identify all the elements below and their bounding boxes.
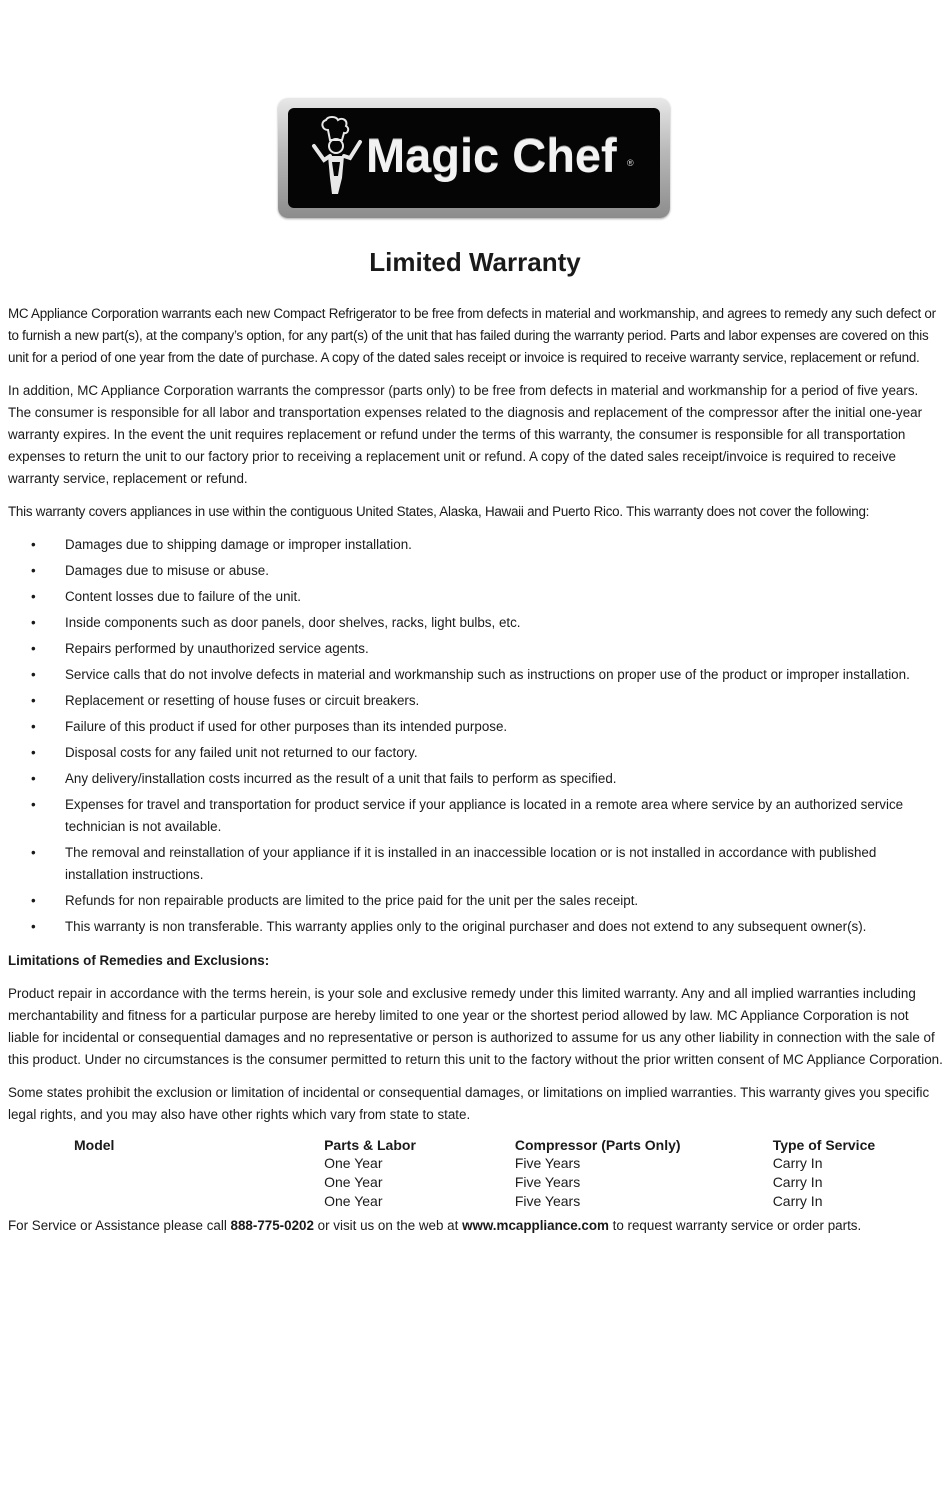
limitations-paragraph-1: Product repair in accordance with the terms herein, is your sole and exclusive remedy under this limited warranty. Any and all implied warranties including merchantability and fitness for a particular purpose are hereby limited to one year or the shortest period allowed by law. MC Appliance Corporation is not liable for incidental or consequential damages and no representative or person is authorized to assume for us any other liability in connection with the sale of this product. Under no circumstances is the consumer permitted to return this unit to the factory without the prior written consent of MC Appliance Corporation. bbox=[8, 986, 943, 1067]
brand-logo bbox=[278, 98, 670, 218]
chef-mascot-icon bbox=[308, 116, 368, 200]
exclusion-text: Failure of this product if used for other purposes than its intended purpose. bbox=[65, 719, 508, 734]
bullet-icon: • bbox=[31, 641, 36, 656]
warranty-paragraph-1: MC Appliance Corporation warrants each new Compact Refrigerator to be free from defects in material and workmanship, and agrees to remedy any such defect or to furnish a new part(s), at the company’s option, for any part(s) of the unit that has failed during the warranty period. Parts and labor expenses are covered on this unit for a period of one year from the date of purchase. A copy of the dated sales receipt or invoice is required to receive warranty service, replacement or refund. bbox=[8, 306, 936, 365]
limitations-paragraph-2: Some states prohibit the exclusion or limitation of incidental or consequential damages, or limitations on implied warranties. This warranty gives you specific legal rights, and you may also have other rights which vary from state to state. bbox=[8, 1085, 930, 1122]
bullet-icon: • bbox=[31, 615, 36, 630]
bullet-icon: • bbox=[31, 893, 36, 908]
exclusion-text: The removal and reinstallation of your appliance if it is installed in an inaccessible location or is not installed in accordance with published installation instructions. bbox=[65, 845, 877, 882]
list-item bbox=[8, 716, 943, 738]
limitations-heading: Limitations of Remedies and Exclusions: bbox=[8, 953, 270, 968]
parts-labor-cell: One Year bbox=[324, 1155, 383, 1171]
service-middle: or visit us on the web at bbox=[313, 1218, 463, 1233]
exclusion-text: Damages due to shipping damage or improper installation. bbox=[65, 537, 412, 552]
column-header-model: Model bbox=[74, 1137, 115, 1153]
exclusion-text: Disposal costs for any failed unit not returned to our factory. bbox=[65, 745, 418, 760]
bullet-icon: • bbox=[31, 771, 36, 786]
bullet-icon: • bbox=[31, 667, 36, 682]
list-item bbox=[8, 560, 943, 582]
column-header-compressor: Compressor (Parts Only) bbox=[514, 1137, 681, 1153]
parts-labor-cell: One Year bbox=[324, 1174, 383, 1190]
exclusion-text: Refunds for non repairable products are limited to the price paid for the unit per the sales receipt. bbox=[65, 893, 639, 908]
logo-wordmark: Magic Chef bbox=[366, 129, 617, 182]
bullet-icon: • bbox=[31, 797, 36, 812]
compressor-cell: Five Years bbox=[514, 1193, 581, 1209]
warranty-table-body bbox=[8, 1154, 943, 1211]
list-item bbox=[8, 638, 943, 660]
warranty-paragraph-2: In addition, MC Appliance Corporation warrants the compressor (parts only) to be free from defects in material and workmanship for a period of five years. The consumer is responsible for all labor and transportation expenses related to the diagnosis and replacement of the compressor after the initial one-year warranty expires. In the event the unit requires replacement or refund under the terms of this warranty, the consumer is responsible for all transportation expenses to return the unit to our factory prior to receiving a replacement unit or refund. A copy of the dated sales receipt/invoice is required to receive warranty service, replacement or refund. bbox=[8, 383, 923, 486]
bullet-icon: • bbox=[31, 563, 36, 578]
service-phone: 888-775-0202 bbox=[230, 1218, 314, 1233]
list-item bbox=[8, 768, 943, 790]
exclusion-text: Damages due to misuse or abuse. bbox=[65, 563, 269, 578]
exclusion-text: This warranty is non transferable. This warranty applies only to the original purchaser and does not extend to any subsequent owner(s). bbox=[65, 919, 867, 934]
list-item bbox=[8, 890, 943, 912]
column-header-parts-labor: Parts & Labor bbox=[324, 1137, 416, 1153]
column-header-service-type: Type of Service bbox=[772, 1137, 876, 1153]
exclusion-text: Service calls that do not involve defects in material and workmanship such as instructions on proper use of the product or improper installation. bbox=[65, 667, 910, 682]
list-item bbox=[8, 742, 943, 764]
service-prefix: For Service or Assistance please call bbox=[8, 1218, 231, 1233]
list-item bbox=[8, 586, 943, 608]
registered-mark: ® bbox=[627, 158, 634, 168]
service-website: www.mcappliance.com bbox=[462, 1218, 609, 1233]
compressor-cell: Five Years bbox=[514, 1174, 581, 1190]
list-item bbox=[8, 842, 943, 886]
list-item bbox=[8, 534, 943, 556]
coverage-paragraph: This warranty covers appliances in use within the contiguous United States, Alaska, Hawaii and Puerto Rico. This warranty does not cover the following: bbox=[8, 504, 870, 519]
exclusion-text: Expenses for travel and transportation for product service if your appliance is located in a remote area where service by an authorized service technician is not available. bbox=[65, 797, 904, 834]
model-cell bbox=[8, 1192, 324, 1211]
table-row bbox=[8, 1192, 943, 1211]
bullet-icon: • bbox=[31, 719, 36, 734]
service-type-cell: Carry In bbox=[772, 1155, 823, 1171]
exclusion-text: Any delivery/installation costs incurred as the result of a unit that fails to perform as specified. bbox=[65, 771, 617, 786]
exclusions-list bbox=[8, 534, 943, 938]
compressor-cell: Five Years bbox=[514, 1155, 581, 1171]
exclusion-text: Repairs performed by unauthorized service agents. bbox=[65, 641, 369, 656]
exclusion-text: Content losses due to failure of the unit. bbox=[65, 589, 301, 604]
exclusion-text: Inside components such as door panels, door shelves, racks, light bulbs, etc. bbox=[65, 615, 521, 630]
table-row bbox=[8, 1173, 943, 1192]
warranty-body bbox=[8, 303, 943, 1237]
bullet-icon: • bbox=[31, 919, 36, 934]
list-item bbox=[8, 690, 943, 712]
bullet-icon: • bbox=[31, 693, 36, 708]
bullet-icon: • bbox=[31, 537, 36, 552]
service-type-cell: Carry In bbox=[772, 1174, 823, 1190]
list-item bbox=[8, 916, 943, 938]
table-header-row bbox=[8, 1137, 943, 1154]
list-item bbox=[8, 664, 943, 686]
table-row bbox=[8, 1154, 943, 1173]
logo-panel bbox=[288, 108, 660, 208]
service-contact-line bbox=[8, 1215, 943, 1237]
list-item bbox=[8, 612, 943, 634]
list-item bbox=[8, 794, 943, 838]
model-cell bbox=[8, 1154, 324, 1173]
bullet-icon: • bbox=[31, 745, 36, 760]
warranty-table bbox=[8, 1137, 943, 1211]
service-type-cell: Carry In bbox=[772, 1193, 823, 1209]
exclusion-text: Replacement or resetting of house fuses or circuit breakers. bbox=[65, 693, 420, 708]
bullet-icon: • bbox=[31, 589, 36, 604]
model-cell bbox=[8, 1173, 324, 1192]
service-suffix: to request warranty service or order parts. bbox=[608, 1218, 862, 1233]
page-title: Limited Warranty bbox=[369, 247, 581, 277]
parts-labor-cell: One Year bbox=[324, 1193, 383, 1209]
bullet-icon: • bbox=[31, 845, 36, 860]
